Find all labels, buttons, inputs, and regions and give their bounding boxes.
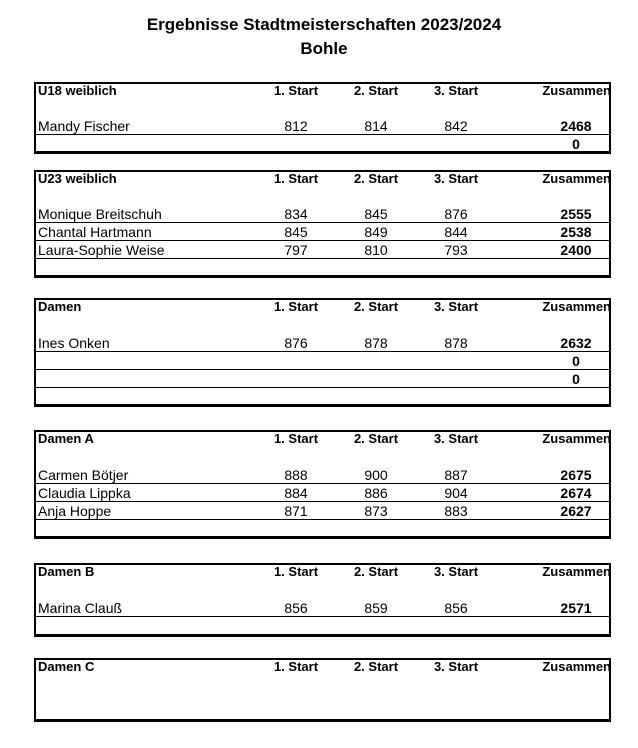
table-row xyxy=(36,521,609,538)
section-header xyxy=(36,172,609,198)
results-section xyxy=(34,563,611,637)
section-header xyxy=(36,300,609,326)
column-header-start-1: 1. Start xyxy=(273,659,319,674)
score-total: 2627 xyxy=(560,503,592,519)
score-total: 0 xyxy=(572,136,580,152)
table-row xyxy=(36,242,609,259)
section-header xyxy=(36,432,609,458)
score-total: 0 xyxy=(572,371,580,387)
score-total: 0 xyxy=(572,353,580,369)
column-header-start-1: 1. Start xyxy=(273,171,319,186)
score-start-1: 856 xyxy=(284,600,308,616)
player-name: Anja Hoppe xyxy=(38,503,112,519)
player-name: Claudia Lippka xyxy=(38,485,131,501)
score-start-1: 884 xyxy=(284,485,308,501)
column-header-start-1: 1. Start xyxy=(273,299,319,314)
column-header-start-3: 3. Start xyxy=(433,431,479,446)
column-header-total: Zusammen xyxy=(542,431,611,446)
column-header-total: Zusammen xyxy=(542,299,611,314)
table-row xyxy=(36,206,609,223)
table-row xyxy=(36,485,609,502)
player-name: Chantal Hartmann xyxy=(38,224,152,240)
results-section xyxy=(34,170,611,278)
table-row xyxy=(36,618,609,635)
column-header-start-2: 2. Start xyxy=(353,299,399,314)
category-label: Damen C xyxy=(38,659,95,674)
score-start-1: 876 xyxy=(284,335,308,351)
category-label: Damen A xyxy=(38,431,94,446)
score-start-3: 844 xyxy=(444,224,468,240)
score-start-1: 797 xyxy=(284,242,308,258)
player-name: Marina Clauß xyxy=(38,600,123,616)
table-row xyxy=(36,260,609,277)
section-header xyxy=(36,660,609,686)
results-section xyxy=(34,82,611,154)
page-title: Ergebnisse Stadtmeisterschaften 2023/2024 xyxy=(146,15,502,34)
column-header-start-3: 3. Start xyxy=(433,171,479,186)
score-start-1: 871 xyxy=(284,503,308,519)
table-row xyxy=(36,467,609,484)
score-start-3: 878 xyxy=(444,335,468,351)
category-label: Damen xyxy=(38,299,82,314)
player-name: Carmen Bötjer xyxy=(38,467,129,483)
column-header-start-2: 2. Start xyxy=(353,564,399,579)
score-start-1: 834 xyxy=(284,206,308,222)
column-header-total: Zusammen xyxy=(542,659,611,674)
score-start-3: 887 xyxy=(444,467,468,483)
results-section xyxy=(34,298,611,407)
table-row xyxy=(36,136,609,153)
table-row xyxy=(36,353,609,370)
score-total: 2555 xyxy=(560,206,592,222)
score-start-1: 845 xyxy=(284,224,308,240)
score-total: 2571 xyxy=(560,600,592,616)
score-start-3: 793 xyxy=(444,242,468,258)
table-row xyxy=(36,335,609,352)
score-start-3: 876 xyxy=(444,206,468,222)
score-start-1: 888 xyxy=(284,467,308,483)
table-row xyxy=(36,371,609,388)
score-start-2: 900 xyxy=(364,467,388,483)
results-section xyxy=(34,658,611,722)
score-start-3: 883 xyxy=(444,503,468,519)
score-start-1: 812 xyxy=(284,118,308,134)
score-start-2: 886 xyxy=(364,485,388,501)
column-header-start-2: 2. Start xyxy=(353,659,399,674)
score-start-2: 810 xyxy=(364,242,388,258)
table-row xyxy=(36,224,609,241)
column-header-total: Zusammen xyxy=(542,564,611,579)
category-label: U23 weiblich xyxy=(38,171,117,186)
score-start-2: 849 xyxy=(364,224,388,240)
column-header-start-2: 2. Start xyxy=(353,83,399,98)
column-header-total: Zusammen xyxy=(542,171,611,186)
score-total: 2675 xyxy=(560,467,592,483)
player-name: Monique Breitschuh xyxy=(38,206,162,222)
player-name: Ines Onken xyxy=(38,335,110,351)
column-header-start-1: 1. Start xyxy=(273,83,319,98)
score-start-3: 856 xyxy=(444,600,468,616)
category-label: U18 weiblich xyxy=(38,83,117,98)
score-start-3: 904 xyxy=(444,485,468,501)
table-row xyxy=(36,118,609,135)
column-header-start-2: 2. Start xyxy=(353,431,399,446)
column-header-start-2: 2. Start xyxy=(353,171,399,186)
column-header-start-3: 3. Start xyxy=(433,83,479,98)
column-header-start-3: 3. Start xyxy=(433,299,479,314)
score-total: 2468 xyxy=(560,118,592,134)
score-total: 2632 xyxy=(560,335,592,351)
score-start-2: 859 xyxy=(364,600,388,616)
section-header xyxy=(36,565,609,591)
player-name: Mandy Fischer xyxy=(38,118,130,134)
score-start-2: 878 xyxy=(364,335,388,351)
table-row xyxy=(36,389,609,406)
results-section xyxy=(34,430,611,539)
score-start-3: 842 xyxy=(444,118,468,134)
column-header-start-3: 3. Start xyxy=(433,564,479,579)
section-header xyxy=(36,84,609,110)
player-name: Laura-Sophie Weise xyxy=(38,242,165,258)
category-label: Damen B xyxy=(38,564,95,579)
column-header-start-1: 1. Start xyxy=(273,431,319,446)
score-start-2: 845 xyxy=(364,206,388,222)
column-header-start-1: 1. Start xyxy=(273,564,319,579)
table-row xyxy=(36,600,609,617)
score-start-2: 873 xyxy=(364,503,388,519)
column-header-start-3: 3. Start xyxy=(433,659,479,674)
page-subtitle: Bohle xyxy=(300,39,348,58)
score-start-2: 814 xyxy=(364,118,388,134)
table-row xyxy=(36,503,609,520)
score-total: 2538 xyxy=(560,224,592,240)
column-header-total: Zusammen xyxy=(542,83,611,98)
score-total: 2400 xyxy=(560,242,592,258)
score-total: 2674 xyxy=(560,485,592,501)
